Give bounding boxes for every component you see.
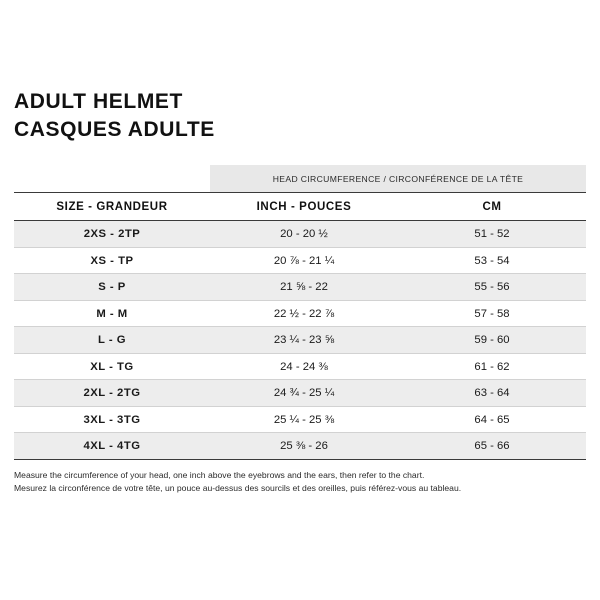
measurement-notes [14,469,586,495]
cell-cm: 64 - 65 [398,406,586,433]
cell-inch: 25 ¼ - 25 ⅜ [210,406,398,433]
page-title [14,88,586,143]
cell-cm: 53 - 54 [398,247,586,274]
cell-inch: 20 ⅞ - 21 ¼ [210,247,398,274]
cell-inch: 25 ⅜ - 26 [210,433,398,460]
note-french: Mesurez la circonférence de votre tête, un pouce au-dessus des sourcils et des oreilles, puis référez-vous au tableau. [14,483,462,493]
table-column-header-row [14,193,586,221]
table-row [14,247,586,274]
cell-size: 2XL - 2TG [14,380,210,407]
cell-size: 4XL - 4TG [14,433,210,460]
table-row [14,380,586,407]
table-row [14,300,586,327]
cell-size: M - M [14,300,210,327]
column-header-size: SIZE - GRANDEUR [14,193,210,221]
table-group-header-row [14,165,586,193]
cell-inch: 20 - 20 ½ [210,221,398,248]
group-header-circumference: HEAD CIRCUMFERENCE / CIRCONFÉRENCE DE LA TÊTE [210,165,586,193]
cell-cm: 65 - 66 [398,433,586,460]
cell-inch: 23 ¼ - 23 ⅝ [210,327,398,354]
table-row [14,406,586,433]
cell-size: XS - TP [14,247,210,274]
table-row [14,433,586,460]
cell-cm: 57 - 58 [398,300,586,327]
cell-size: S - P [14,274,210,301]
cell-inch: 22 ½ - 22 ⅞ [210,300,398,327]
table-row [14,327,586,354]
cell-cm: 63 - 64 [398,380,586,407]
table-row [14,274,586,301]
cell-size: L - G [14,327,210,354]
size-chart-table [14,165,586,460]
table-row [14,353,586,380]
column-header-inch: INCH - POUCES [210,193,398,221]
cell-cm: 55 - 56 [398,274,586,301]
title-line-english: ADULT HELMET [14,90,183,113]
title-line-french: CASQUES ADULTE [14,117,215,141]
cell-cm: 51 - 52 [398,221,586,248]
table-row [14,221,586,248]
note-english: Measure the circumference of your head, one inch above the eyebrows and the ears, then refer to the chart. [14,469,425,480]
group-header-spacer [14,165,210,193]
cell-size: XL - TG [14,353,210,380]
cell-cm: 59 - 60 [398,327,586,354]
cell-inch: 24 - 24 ⅜ [210,353,398,380]
column-header-cm: CM [398,193,586,221]
table-body [14,221,586,460]
cell-inch: 21 ⅝ - 22 [210,274,398,301]
cell-size: 3XL - 3TG [14,406,210,433]
cell-inch: 24 ¾ - 25 ¼ [210,380,398,407]
cell-cm: 61 - 62 [398,353,586,380]
cell-size: 2XS - 2TP [14,221,210,248]
